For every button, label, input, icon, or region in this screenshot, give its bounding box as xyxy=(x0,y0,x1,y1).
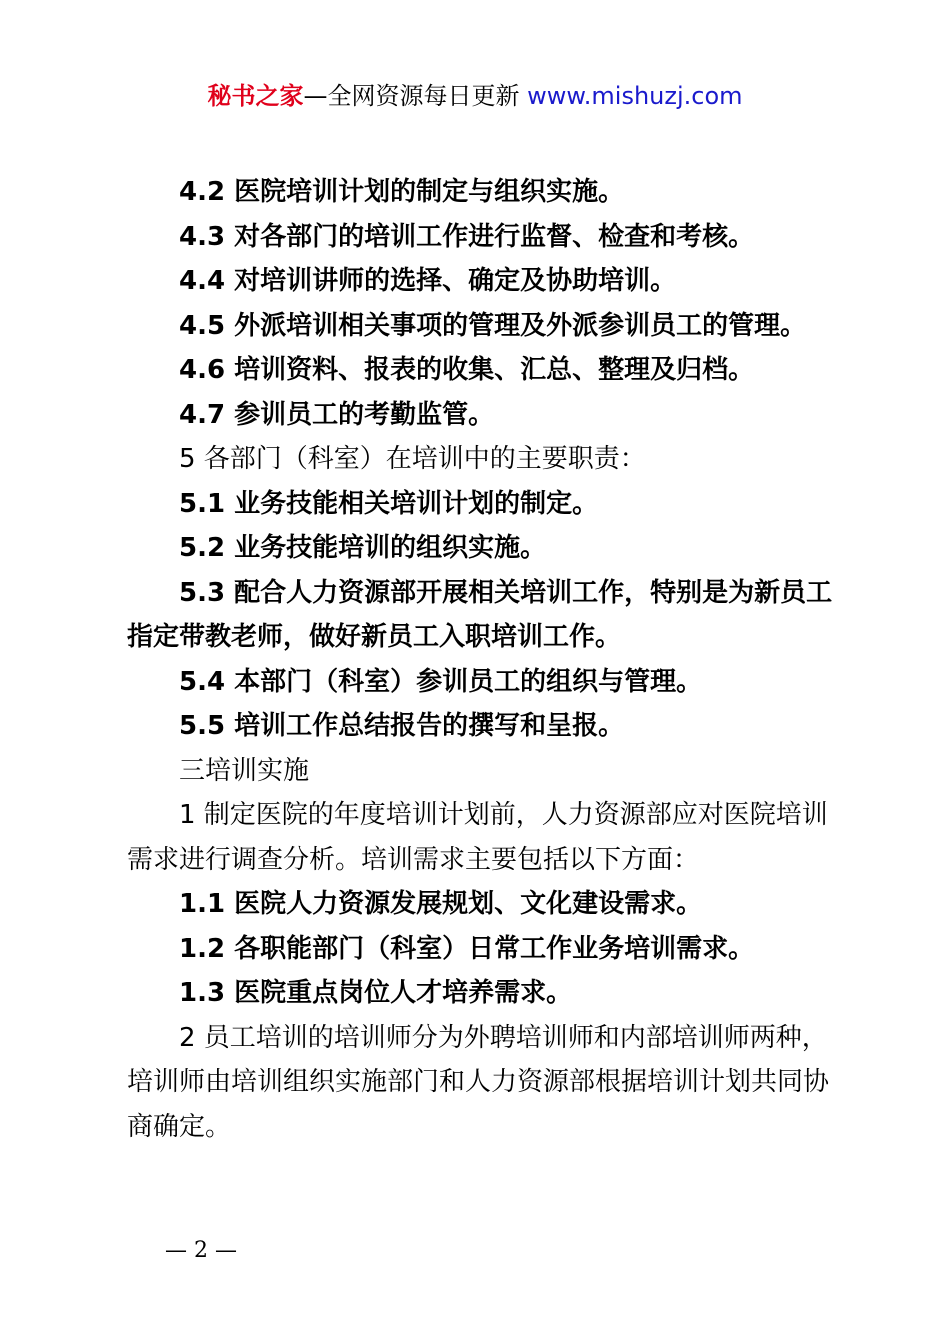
paragraph: 4.3 对各部门的培训工作进行监督、检查和考核。 xyxy=(179,221,755,252)
paragraph: 4.2 医院培训计划的制定与组织实施。 xyxy=(179,177,625,207)
section-heading: 5 各部门（科室）在培训中的主要职责： xyxy=(179,444,646,474)
paragraph: 2 员工培训的培训师分为外聘培训师和内部培训师两种，培训师由培训组织实施部门和人力资源部根据培训计划共同协商确定。 xyxy=(127,1022,830,1142)
paragraph: 5.4 本部门（科室）参训员工的组织与管理。 xyxy=(179,666,703,697)
paragraph: 5.5 培训工作总结报告的撰写和呈报。 xyxy=(179,711,625,741)
document-body xyxy=(127,170,833,1149)
brand-name: 秘书之家 xyxy=(207,82,304,110)
website-link[interactable]: www.mishuzj.com xyxy=(527,82,743,110)
header-tagline: —全网资源每日更新 xyxy=(303,82,528,110)
paragraph: 4.5 外派培训相关事项的管理及外派参训员工的管理。 xyxy=(179,310,807,341)
paragraph: 4.6 培训资料、报表的收集、汇总、整理及归档。 xyxy=(179,355,755,385)
paragraph: 4.7 参训员工的考勤监管。 xyxy=(179,399,495,430)
paragraph: 5.1 业务技能相关培训计划的制定。 xyxy=(179,488,599,519)
page-number: — 2 — xyxy=(165,1238,237,1263)
paragraph: 4.4 对培训讲师的选择、确定及协助培训。 xyxy=(179,266,677,296)
section-heading: 三培训实施 xyxy=(179,755,310,786)
paragraph: 1.3 医院重点岗位人才培养需求。 xyxy=(179,978,573,1008)
paragraph: 1.1 医院人力资源发展规划、文化建设需求。 xyxy=(179,889,703,919)
page-header xyxy=(0,80,950,112)
paragraph: 1 制定医院的年度培训计划前，人力资源部应对医院培训需求进行调查分析。培训需求主要包括以下方面： xyxy=(127,800,828,875)
paragraph: 5.3 配合人力资源部开展相关培训工作，特别是为新员工指定带教老师，做好新员工入职培训工作。 xyxy=(127,577,833,652)
paragraph: 5.2 业务技能培训的组织实施。 xyxy=(179,533,547,563)
paragraph: 1.2 各职能部门（科室）日常工作业务培训需求。 xyxy=(179,933,755,964)
